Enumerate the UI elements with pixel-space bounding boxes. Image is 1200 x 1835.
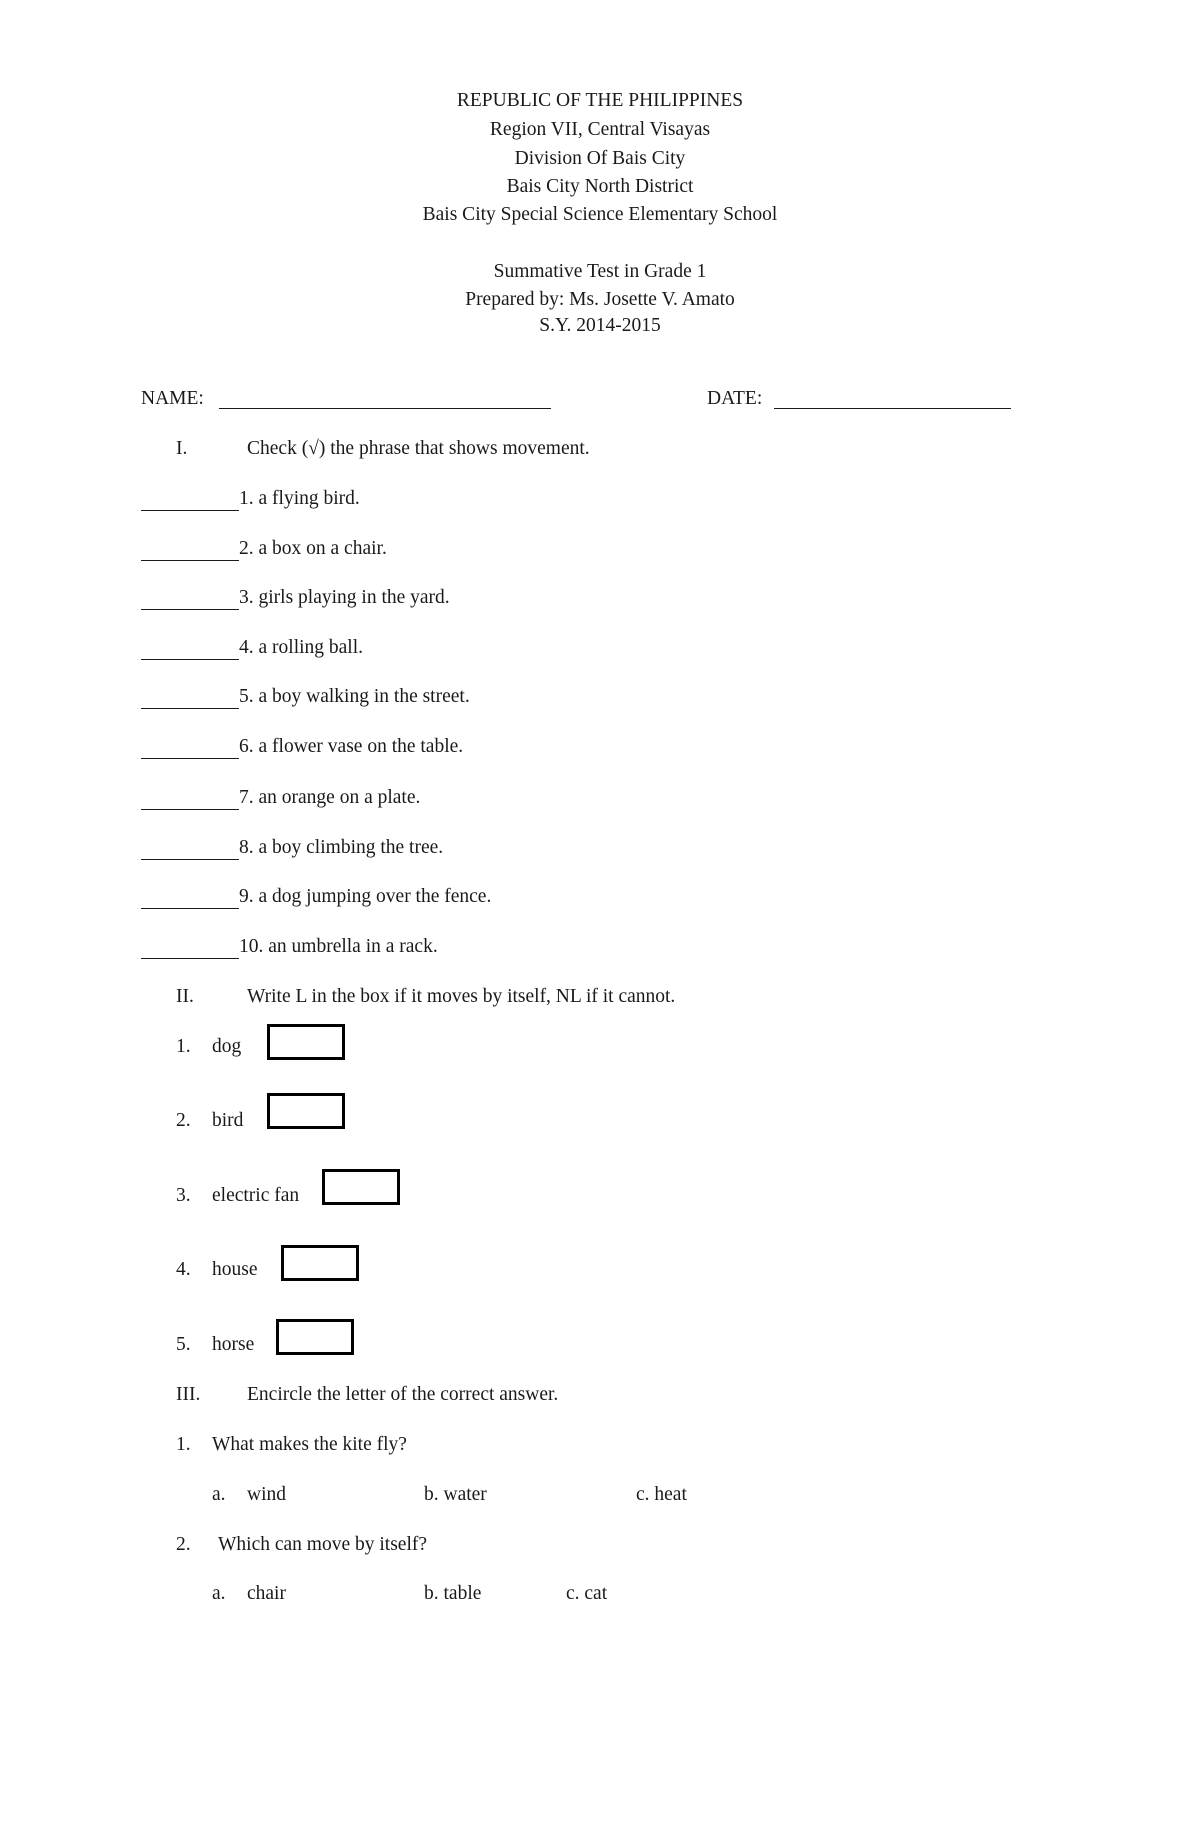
- section2-instruction: Write L in the box if it moves by itself, NL if it cannot.: [247, 986, 676, 1007]
- date-line[interactable]: [774, 408, 1011, 409]
- list-item: 5. a boy walking in the street.: [239, 686, 470, 707]
- question-text: Which can move by itself?: [218, 1534, 428, 1555]
- header-division: Division Of Bais City: [514, 148, 686, 169]
- test-title: Summative Test in Grade 1: [493, 261, 707, 282]
- answer-blank-3[interactable]: [141, 609, 239, 610]
- item-number: 5.: [176, 1334, 191, 1355]
- header-republic: REPUBLIC OF THE PHILIPPINES: [456, 90, 744, 111]
- item-word: house: [212, 1259, 258, 1280]
- school-year: S.Y. 2014-2015: [539, 315, 661, 336]
- section2-numeral: II.: [176, 986, 194, 1007]
- answer-blank-5[interactable]: [141, 708, 239, 709]
- list-item: 4. a rolling ball.: [239, 637, 364, 658]
- item-number: 1.: [176, 1036, 191, 1057]
- header-region: Region VII, Central Visayas: [489, 119, 711, 140]
- question-number: 2.: [176, 1534, 191, 1555]
- choice-a: chair: [247, 1583, 286, 1604]
- choice-b[interactable]: b. water: [424, 1484, 487, 1505]
- item-number: 3.: [176, 1185, 191, 1206]
- choice-c[interactable]: c. cat: [566, 1583, 608, 1604]
- choice-a: wind: [247, 1484, 286, 1505]
- choice-b[interactable]: b. table: [424, 1583, 482, 1604]
- list-item: 8. a boy climbing the tree.: [239, 837, 444, 858]
- header-school: Bais City Special Science Elementary School: [422, 204, 778, 225]
- list-item: 9. a dog jumping over the fence.: [239, 886, 492, 907]
- item-word: bird: [212, 1110, 244, 1131]
- choice-c[interactable]: c. heat: [636, 1484, 687, 1505]
- section1-numeral: I.: [176, 438, 188, 459]
- answer-box-4[interactable]: [281, 1245, 359, 1281]
- answer-blank-4[interactable]: [141, 659, 239, 660]
- section3-numeral: III.: [176, 1384, 201, 1405]
- list-item: 6. a flower vase on the table.: [239, 736, 464, 757]
- name-line[interactable]: [219, 408, 551, 409]
- choice-a-letter[interactable]: a.: [212, 1484, 226, 1505]
- prepared-by: Prepared by: Ms. Josette V. Amato: [465, 289, 735, 310]
- list-item: 2. a box on a chair.: [239, 538, 387, 559]
- item-number: 4.: [176, 1259, 191, 1280]
- answer-blank-8[interactable]: [141, 859, 239, 860]
- answer-blank-6[interactable]: [141, 758, 239, 759]
- answer-box-3[interactable]: [322, 1169, 400, 1205]
- answer-box-2[interactable]: [267, 1093, 345, 1129]
- date-label: DATE:: [707, 388, 763, 409]
- choice-a-letter[interactable]: a.: [212, 1583, 226, 1604]
- list-item: 3. girls playing in the yard.: [239, 587, 450, 608]
- answer-box-5[interactable]: [276, 1319, 354, 1355]
- list-item: 1. a flying bird.: [239, 488, 360, 509]
- section1-instruction: Check (√) the phrase that shows movement.: [247, 438, 590, 459]
- answer-box-1[interactable]: [267, 1024, 345, 1060]
- list-item: 10. an umbrella in a rack.: [239, 936, 438, 957]
- name-field: [141, 388, 204, 410]
- answer-blank-9[interactable]: [141, 908, 239, 909]
- answer-blank-1[interactable]: [141, 510, 239, 511]
- header-district: Bais City North District: [506, 176, 694, 197]
- answer-blank-7[interactable]: [141, 809, 239, 810]
- date-field: [707, 388, 762, 410]
- answer-blank-10[interactable]: [141, 958, 239, 959]
- section3-instruction: Encircle the letter of the correct answer.: [247, 1384, 559, 1405]
- item-word: horse: [212, 1334, 255, 1355]
- question-text: What makes the kite fly?: [212, 1434, 407, 1455]
- item-number: 2.: [176, 1110, 191, 1131]
- list-item: 7. an orange on a plate.: [239, 787, 421, 808]
- question-number: 1.: [176, 1434, 191, 1455]
- item-word: electric fan: [212, 1185, 300, 1206]
- name-label: NAME:: [141, 388, 204, 409]
- answer-blank-2[interactable]: [141, 560, 239, 561]
- item-word: dog: [212, 1036, 242, 1057]
